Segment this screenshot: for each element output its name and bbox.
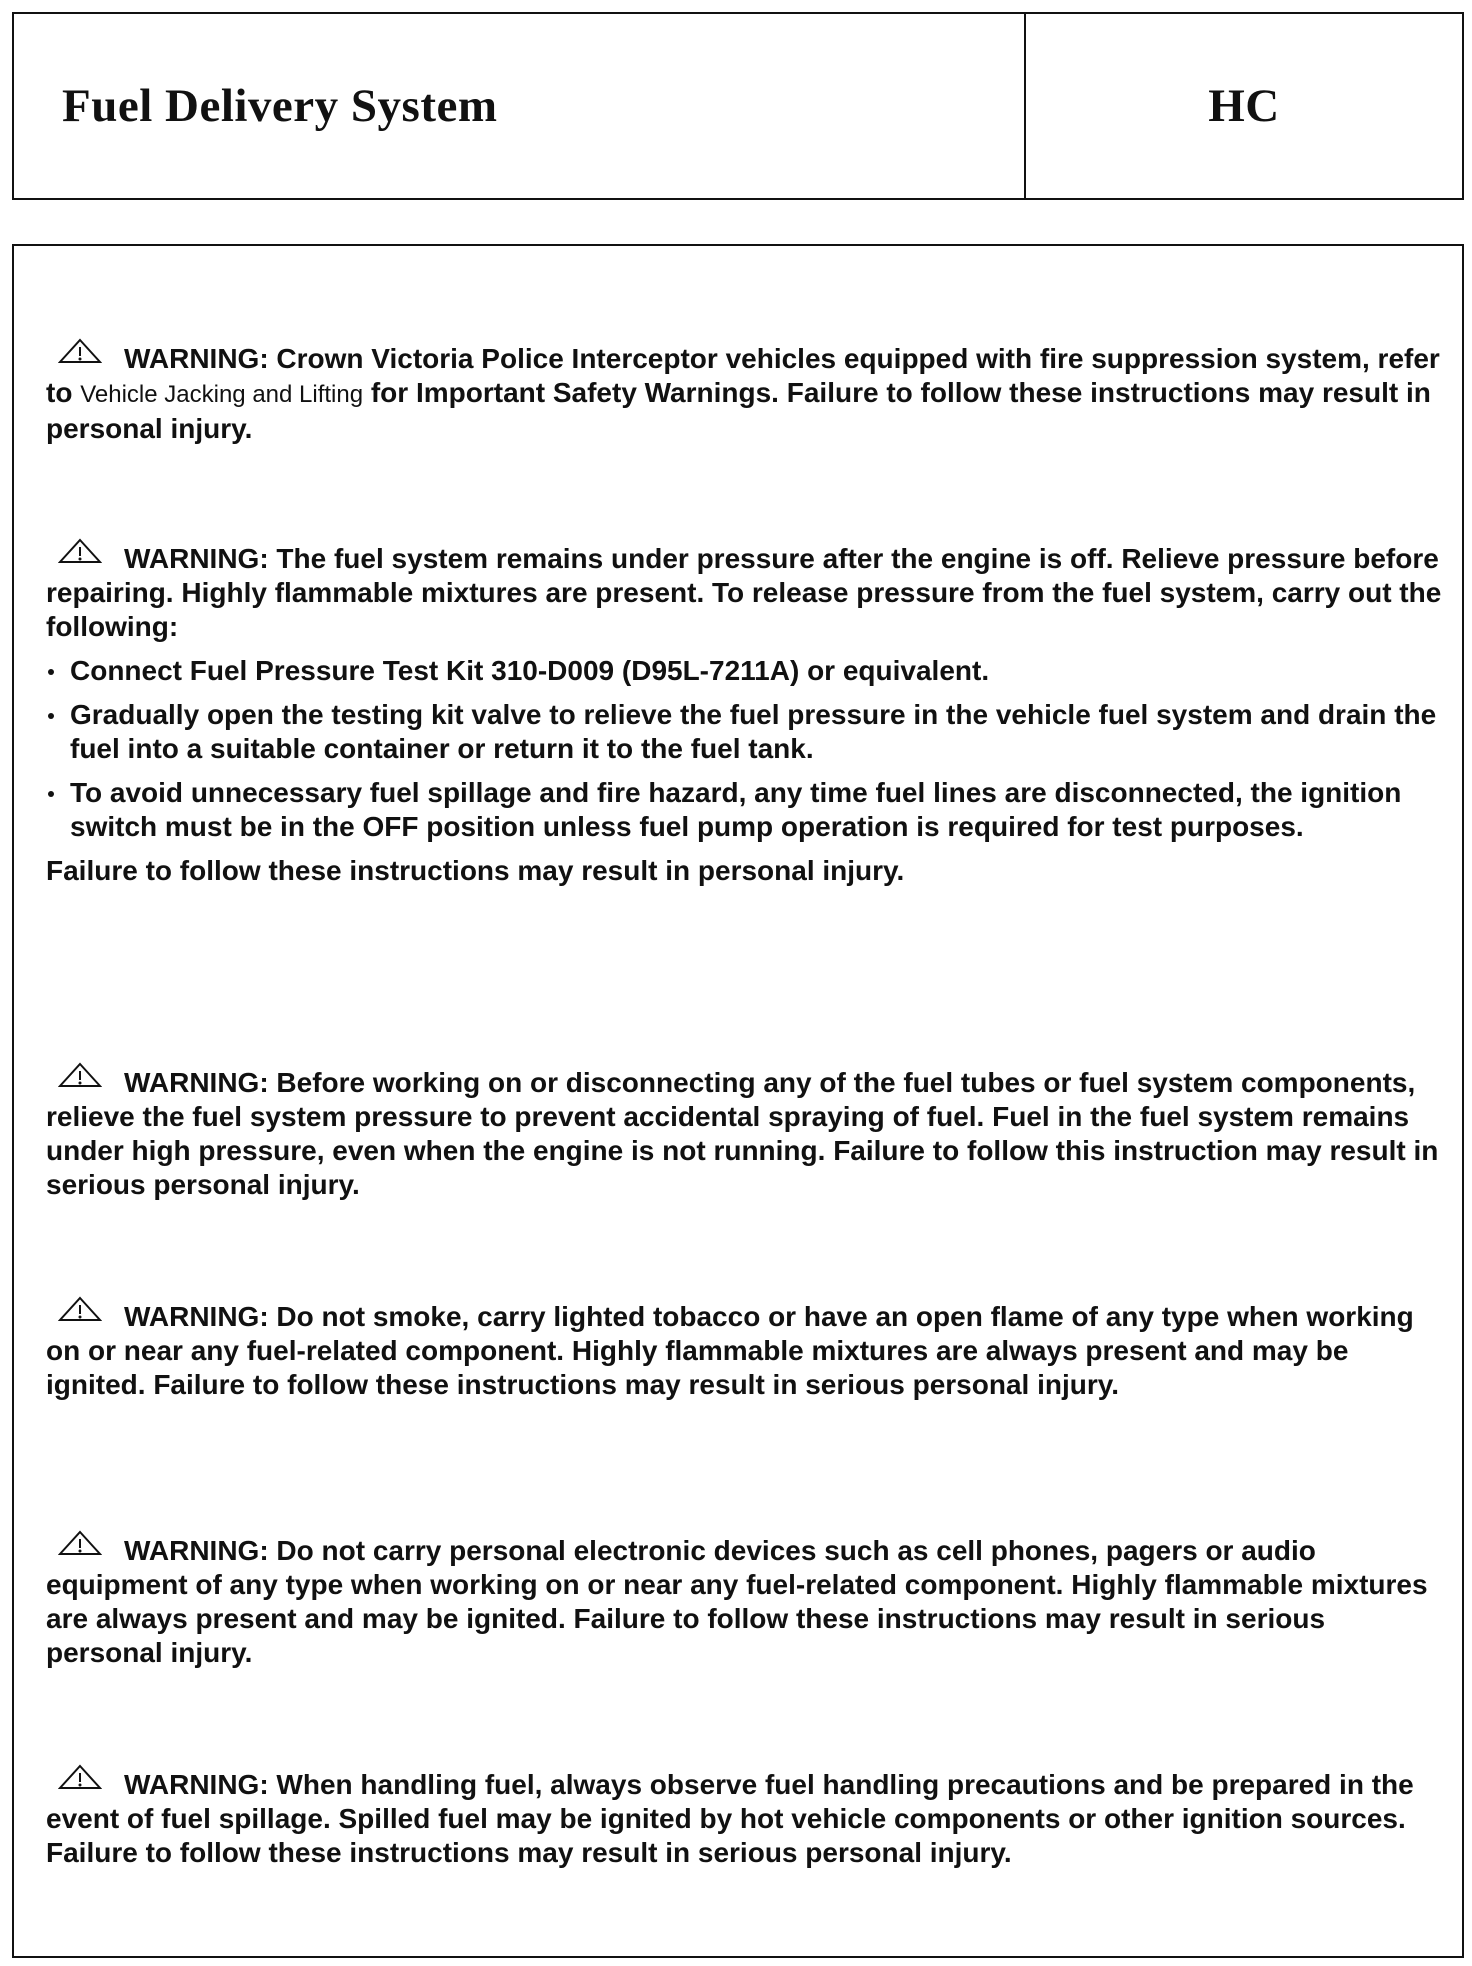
warning-paragraph xyxy=(46,1530,1446,1670)
warnings-box xyxy=(12,244,1464,1958)
bullet-list xyxy=(46,654,1446,844)
warning-block xyxy=(46,338,1446,446)
reference-link[interactable]: Vehicle Jacking and Lifting xyxy=(80,381,364,408)
warning-text: WARNING: Crown Victoria Police Interceptor vehicles equipped with fire suppression system, refer to xyxy=(46,343,1440,408)
page-title: Fuel Delivery System xyxy=(62,80,498,132)
warning-paragraph xyxy=(46,1764,1446,1870)
warning-block xyxy=(46,1296,1446,1402)
warning-text: WARNING: Do not carry personal electronic devices such as cell phones, pagers or audio equipment of any type when working on or near any fuel-related component. Highly flammable mixtures are always present and may be ignited. Failure to follow these instructions may result in serious personal injury. xyxy=(46,1535,1428,1668)
code-cell xyxy=(1026,14,1462,198)
warning-paragraph xyxy=(46,338,1446,446)
warning-paragraph xyxy=(46,1062,1446,1202)
warning-triangle-icon xyxy=(58,538,102,564)
warning-triangle-icon xyxy=(58,338,102,364)
warning-text: WARNING: The fuel system remains under pressure after the engine is off. Relieve pressure before repairing. Highly flammable mixtures are present. To release pressure from the fuel system, carry out the following: xyxy=(46,543,1442,642)
header-table xyxy=(12,12,1464,200)
warning-triangle-icon xyxy=(58,1296,102,1322)
warning-triangle-icon xyxy=(58,1062,102,1088)
list-item: Gradually open the testing kit valve to relieve the fuel pressure in the vehicle fuel system and drain the fuel into a suitable container or return it to the fuel tank. xyxy=(46,698,1446,766)
warning-block xyxy=(46,538,1446,888)
warning-block xyxy=(46,1530,1446,1670)
warning-paragraph xyxy=(46,538,1446,644)
warning-text: for Important Safety Warnings. Failure to follow these instructions may result in personal injury. xyxy=(46,377,1431,444)
warning-closing: Failure to follow these instructions may result in personal injury. xyxy=(46,855,905,886)
title-cell xyxy=(14,14,1026,198)
warning-block xyxy=(46,1764,1446,1870)
warning-triangle-icon xyxy=(58,1764,102,1790)
section-code: HC xyxy=(1208,80,1280,132)
warning-text: WARNING: When handling fuel, always observe fuel handling precautions and be prepared in the event of fuel spillage. Spilled fuel may be ignited by hot vehicle components or other ignition sources. Failure to follow these instructions may result in serious personal injury. xyxy=(46,1769,1414,1868)
warning-triangle-icon xyxy=(58,1530,102,1556)
warning-paragraph xyxy=(46,1296,1446,1402)
list-item: To avoid unnecessary fuel spillage and fire hazard, any time fuel lines are disconnected, the ignition switch must be in the OFF position unless fuel pump operation is required for test purposes. xyxy=(46,776,1446,844)
warning-text: WARNING: Before working on or disconnecting any of the fuel tubes or fuel system components, relieve the fuel system pressure to prevent accidental spraying of fuel. Fuel in the fuel system remains under high pressure, even when the engine is not running. Failure to follow this instruction may result in serious personal injury. xyxy=(46,1067,1439,1200)
warning-text: WARNING: Do not smoke, carry lighted tobacco or have an open flame of any type when working on or near any fuel-related component. Highly flammable mixtures are always present and may be ignited. Failure to follow these instructions may result in serious personal injury. xyxy=(46,1301,1414,1400)
warning-block xyxy=(46,1062,1446,1202)
list-item: Connect Fuel Pressure Test Kit 310-D009 (D95L-7211A) or equivalent. xyxy=(46,654,1446,688)
